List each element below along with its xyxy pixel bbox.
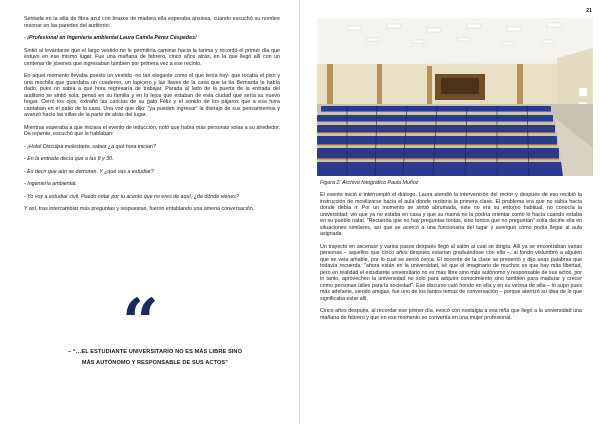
figure-caption: Figura 2. Archivo fotográfico Paula Muñoz <box>320 180 419 186</box>
auditorium-photo-illustration <box>317 18 593 176</box>
paragraph: Mientras esperaba a que iniciara el evento de inducción, notó que había más personas solas a su alrededor. De repente, escuchó que le hablaban: <box>24 124 280 137</box>
paragraph: Y así, tras intercambiar más preguntas y respuestas, fueron entablando una amena conversación. <box>24 206 255 212</box>
left-column-text <box>24 16 280 219</box>
dialogue-line: - Ingeniería ambiental. <box>24 181 77 187</box>
paragraph: Sintió al levantarse que el largo vestido no le permitiría caminar hacia la tarima y recordó el primer día que estuvo en ese mismo lugar. Fue una mañana de febrero, cinco años atrás, en la que llegó allí con un centenar de jóvenes que ingresaban también por primera vez a ese recinto. <box>24 47 280 67</box>
dialogue-line: - ¡Hola! Disculpa molestarte, sabes ¿a qué hora inician? <box>24 143 156 150</box>
quote-mark-icon: “ <box>122 285 159 360</box>
auditorium-photo <box>317 18 593 176</box>
graduation-announcement: - ¡Profesional en Ingeniería ambiental Laura Camila Pérez Céspedes! <box>24 35 197 41</box>
paragraph: Sentada en la silla de fibra azul con brazos de madera ella esperaba ansiosa, cuando escuchó su nombre resonar en las paredes del auditorio: <box>24 16 280 29</box>
pull-quote: – “…EL ESTUDIANTE UNIVERSITARIO NO ES MÁS LIBRE SINO MÁS AUTÓNOMO Y RESPONSABLE DE SUS ACTOS” <box>67 349 243 366</box>
page-number: 21 <box>586 8 592 14</box>
dialogue-line: - Yo voy a estudiar civil. Puedo notar por tu acento que no eres de aquí, ¿de dónde vienes? <box>24 193 239 200</box>
paragraph: En aquel momento llevaba puesto un vestido -no tan elegante como el que tenía hoy- que tocaba el piso y una mochila que guardaba un cuaderno, un lapicero y las llaves de la casa que la tía Bernarda le había dado, pues no sabía a qué hora regresaría de trabajar. Parada al lado de la puerta de la entrada del auditorio se sintió sola, pensó en su familia y en lo lejos que estaban de esta ciudad que sería su nuevo hogar. Cerró los ojos, extrañó las caricias de su gato Félix y el sonido de los pájaros que a esa hora cantaban en el patio de la casa. Una voz que dijo: "ya pueden ingresar" la distrajo de sus pensamientos y avanzó hacia las sillas de la parte de atrás del lugar. <box>24 73 280 118</box>
paragraph: El evento inició e interrumpió el diálogo. Laura atendió la intervención del rector y después de eso recibió la instrucción de movilizarse hacia el aula donde recibiría la primera clase. El problema era que no sabía hacia donde debía ir. Por un momento se sintió abrumada, este no era su entorno habitual, no conocía la universidad; vio que ya no estaba en casa y que su mamá no la podría orientar como lo hacía cuando estaba en su pueblo natal. "Recuerda que no hay preguntas tontas, sino tontos que no preguntan" solía decirle ella en situaciones similares, así que se acercó a una funcionaria del lugar y averiguó cómo podía llegar al aula asignada. <box>320 192 582 237</box>
paragraph: Cinco años después, al recordar ese primer día, evocó con nostalgia a esa niña que llegó a la universidad una mañana de febrero y que en ese momento se convertía en una mujer profesional. <box>320 308 582 321</box>
dialogue-line: - Es decir que aún se demoran. Y ¿qué vas a estudiar? <box>24 168 154 175</box>
right-page <box>300 0 600 424</box>
paragraph: Un trayecto en ascensor y varios pasos después llegó al salón al cual se dirigía. Allí ya se encontraban varias personas – aquellos que cinco años después estarían graduándose con ella –, al fondo vislumbró a alguien que se veía amable, por lo cual se sentó cerca. El docente de la clase se presentó y dijo unas palabras que todavía recuerda: "ahora están en la universidad, sé que el imaginario de muchos es que hay más libertad, pero en realidad el estudiante universitario no es más libre sino más autónomo y responsable de sus actos, por lo tanto, aprovechen la universidad no solo para adquirir conocimiento sino también para madurar y crecer como personas útiles para la sociedad". Ese discurso caló hondo en ella y en su vecina de silla – lo supo pues más adelante, siendo amigas, fue uno de los tantos temas de conversación – porque aterrizó su idea de lo que significaba estar allí. <box>320 243 582 302</box>
dialogue-line: - En la entrada decía que a las 8 y 30. <box>24 156 114 162</box>
right-column-text <box>320 192 582 327</box>
